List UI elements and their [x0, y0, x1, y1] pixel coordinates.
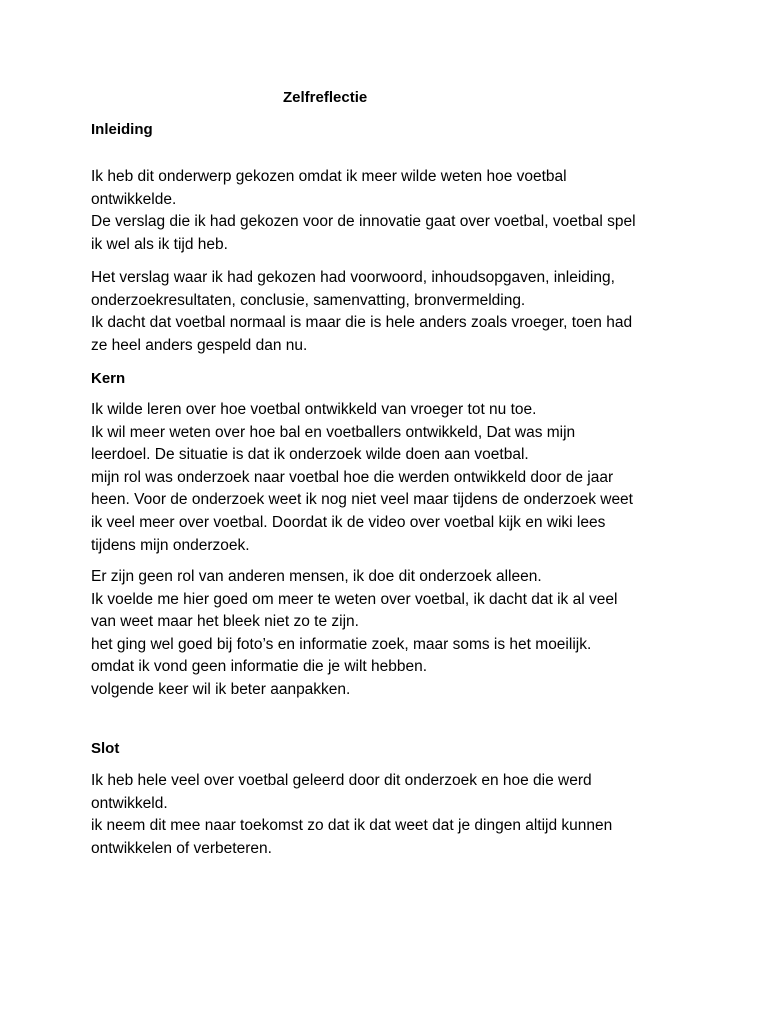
section-heading-kern: Kern [91, 370, 126, 387]
kern-paragraph-2 [91, 566, 691, 702]
text-line: Er zijn geen rol van anderen mensen, ik doe dit onderzoek alleen. [91, 568, 542, 585]
text-line: ik neem dit mee naar toekomst zo dat ik dat weet dat je dingen altijd kunnen [91, 817, 613, 835]
text-line: ontwikkelde. [91, 190, 177, 208]
text-line: omdat ik vond geen informatie die je wilt hebben. [91, 658, 428, 676]
inleiding-paragraph-2 [91, 267, 691, 357]
text-line: ze heel anders gespeld dan nu. [91, 336, 308, 354]
text-line: leerdoel. De situatie is dat ik onderzoek wilde doen aan voetbal. [91, 446, 529, 464]
text-line: Ik voelde me hier goed om meer te weten over voetbal, ik dacht dat ik al veel [91, 590, 618, 608]
text-line: Ik heb hele veel over voetbal geleerd door dit onderzoek en hoe die werd [91, 772, 592, 789]
text-line: tijdens mijn onderzoek. [91, 536, 250, 554]
section-heading-slot: Slot [91, 740, 120, 757]
text-line: ik veel meer over voetbal. Doordat ik de video over voetbal kijk en wiki lees [91, 513, 606, 531]
section-heading-inleiding: Inleiding [91, 121, 153, 138]
text-line: van weet maar het bleek niet zo te zijn. [91, 613, 359, 631]
text-line: De verslag die ik had gekozen voor de innovatie gaat over voetbal, voetbal spel [91, 213, 636, 231]
inleiding-paragraph-1 [91, 166, 691, 256]
text-line: Het verslag waar ik had gekozen had voorwoord, inhoudsopgaven, inleiding, [91, 269, 615, 286]
text-line: onderzoekresultaten, conclusie, samenvatting, bronvermelding. [91, 291, 526, 309]
text-line: het ging wel goed bij foto’s en informatie zoek, maar soms is het moeilijk. [91, 635, 592, 653]
text-line: heen. Voor de onderzoek weet ik nog niet veel maar tijdens de onderzoek weet [91, 491, 633, 509]
text-line: ontwikkelen of verbeteren. [91, 839, 272, 857]
text-line: mijn rol was onderzoek naar voetbal hoe die werden ontwikkeld door de jaar [91, 468, 614, 486]
text-line: ik wel als ik tijd heb. [91, 235, 228, 253]
slot-paragraph-1 [91, 770, 691, 860]
text-line: ontwikkeld. [91, 794, 168, 812]
kern-paragraph-1 [91, 399, 691, 557]
text-line: Ik wilde leren over hoe voetbal ontwikkeld van vroeger tot nu toe. [91, 401, 537, 418]
text-line: Ik heb dit onderwerp gekozen omdat ik meer wilde weten hoe voetbal [91, 168, 567, 185]
text-line: Ik dacht dat voetbal normaal is maar die is hele anders zoals vroeger, toen had [91, 314, 633, 332]
text-line: Ik wil meer weten over hoe bal en voetballers ontwikkeld, Dat was mijn [91, 423, 576, 441]
document-title: Zelfreflectie [283, 89, 368, 106]
text-line: volgende keer wil ik beter aanpakken. [91, 680, 351, 698]
